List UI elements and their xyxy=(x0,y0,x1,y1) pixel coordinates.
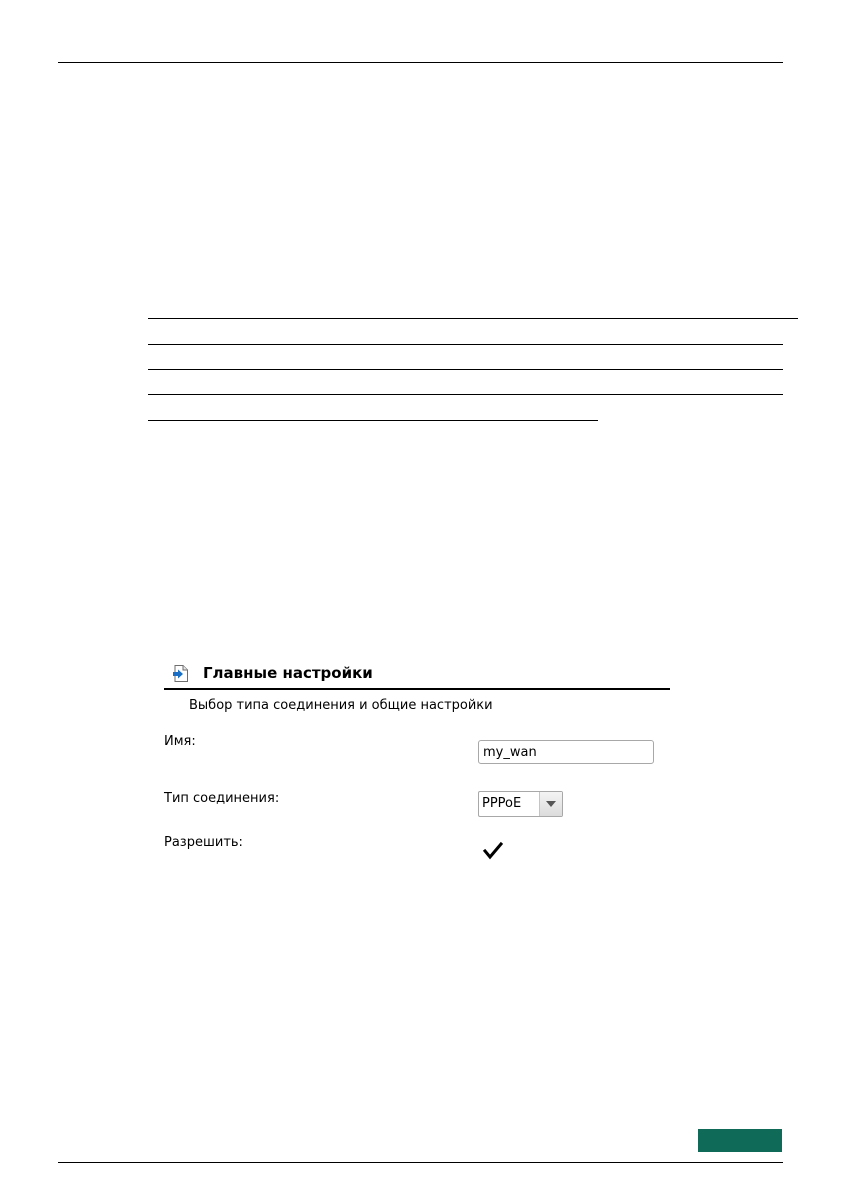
table-line xyxy=(148,394,783,395)
name-label: Имя: xyxy=(164,734,196,749)
name-input[interactable] xyxy=(478,740,654,764)
panel-title: Главные настройки xyxy=(203,664,373,682)
table-line xyxy=(148,318,798,319)
panel-header xyxy=(164,658,670,690)
table-line xyxy=(148,369,783,370)
table-line xyxy=(148,344,783,345)
checkmark-icon xyxy=(480,838,506,864)
enable-label: Разрешить: xyxy=(164,835,243,850)
chevron-down-icon[interactable] xyxy=(539,792,562,816)
page-arrow-icon xyxy=(173,665,188,682)
main-settings-panel xyxy=(164,658,672,878)
table-line xyxy=(148,420,598,421)
enable-checkbox[interactable] xyxy=(480,838,506,864)
top-rule xyxy=(58,62,783,63)
panel-subtitle: Выбор типа соединения и общие настройки xyxy=(189,698,493,713)
connection-type-select[interactable] xyxy=(478,791,563,817)
connection-type-value: PPPoE xyxy=(482,796,522,811)
bottom-rule xyxy=(58,1162,783,1163)
page-number-badge xyxy=(698,1129,782,1152)
table-lines xyxy=(148,318,798,428)
connection-type-label: Тип соединения: xyxy=(164,791,280,806)
